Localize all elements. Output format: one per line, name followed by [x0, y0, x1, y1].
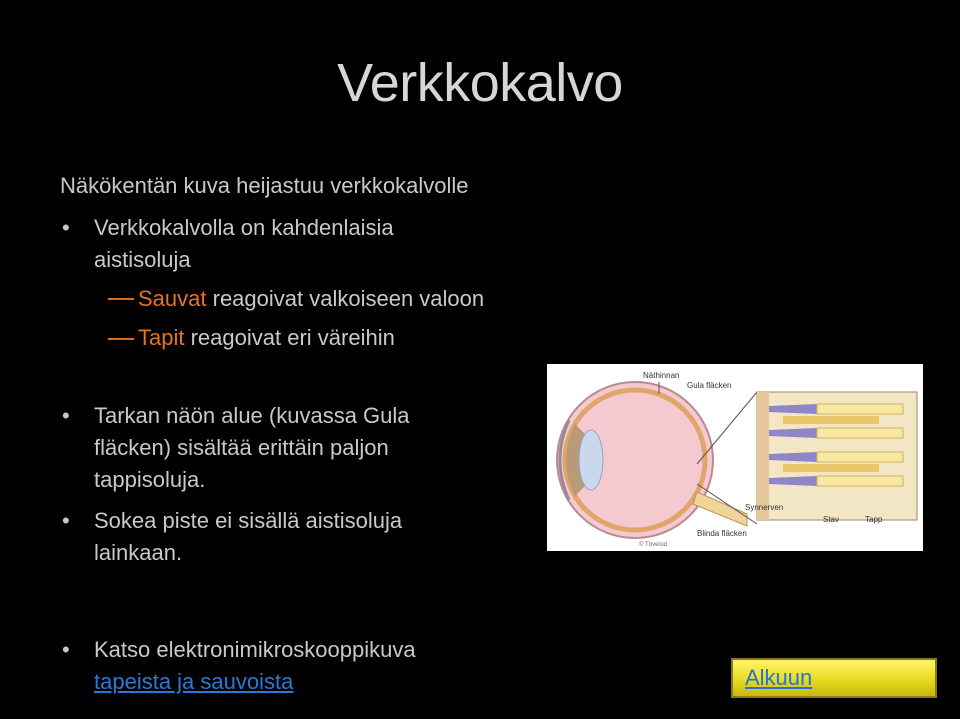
highlight-word: Sauvat: [138, 286, 207, 311]
bullet-line: Verkkokalvolla on kahdenlaisia: [94, 215, 394, 240]
eye-retina-diagram: [547, 364, 923, 551]
sub-bullet-cones: [138, 322, 395, 354]
back-to-start-label: Alkuun: [745, 665, 813, 690]
bullet-blind-spot: [94, 505, 402, 569]
bullet-line: Tarkan näön alue (kuvassa Gula: [94, 403, 410, 428]
bullet-line: lainkaan.: [94, 540, 183, 565]
bullet-icon: •: [62, 215, 70, 240]
bullet-line: fläcken) sisältää erittäin paljon: [94, 435, 389, 460]
cone-cell: [817, 428, 903, 438]
sub-bullet-rods: [138, 283, 484, 315]
bullet-microscope: [94, 634, 416, 698]
label-synnerven: Synnerven: [745, 503, 784, 512]
intro-text: Näkökentän kuva heijastuu verkkokalvolle: [60, 173, 469, 198]
label-nathinnan: Näthinnan: [643, 371, 680, 380]
bullet-line: aistisoluja: [94, 247, 191, 272]
back-to-start-button[interactable]: [731, 658, 937, 698]
sub-bullet-text: reagoivat valkoiseen valoon: [206, 286, 485, 311]
bullet-line: tappisoluja.: [94, 467, 206, 492]
dash-icon: [108, 298, 134, 300]
label-stav: Stav: [823, 515, 840, 524]
cone-cell: [783, 416, 879, 424]
label-gula: Gula fläcken: [687, 381, 732, 390]
bullet-line: Katso elektronimikroskooppikuva: [94, 637, 416, 662]
slide-title: Verkkokalvo: [337, 53, 623, 113]
microscope-link[interactable]: tapeista ja sauvoista: [94, 669, 294, 694]
sub-bullet-text: reagoivat eri väreihin: [184, 325, 395, 350]
highlight-word: Tapit: [138, 325, 185, 350]
label-blinda: Blinda fläcken: [697, 529, 747, 538]
cone-cell: [817, 476, 903, 486]
bullet-line: Sokea piste ei sisällä aistisoluja: [94, 508, 403, 533]
eye-diagram-svg: [547, 364, 923, 551]
pigment-layer: [757, 392, 769, 520]
bullet-fovea: [94, 400, 410, 496]
optic-nerve: [693, 492, 747, 526]
bullet-icon: •: [62, 508, 70, 533]
cone-cell: [783, 464, 879, 472]
label-tapp: Tapp: [865, 515, 883, 524]
cone-cell: [817, 404, 903, 414]
label-copyright: © Töverud: [639, 542, 667, 548]
bullet-icon: •: [62, 637, 70, 662]
dash-icon: [108, 338, 134, 340]
cone-cell: [817, 452, 903, 462]
lens-shape: [579, 430, 603, 490]
bullet-rod-cone: [94, 212, 394, 276]
bullet-icon: •: [62, 403, 70, 428]
